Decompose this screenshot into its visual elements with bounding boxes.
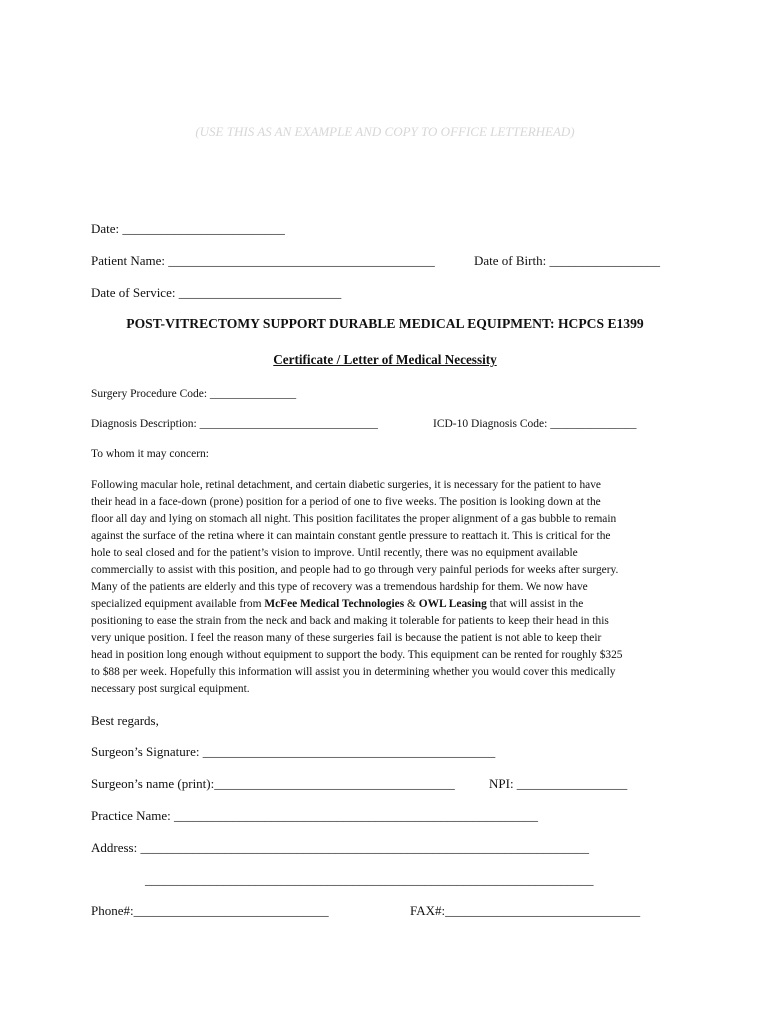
body-line: necessary post surgical equipment.: [91, 683, 250, 695]
body-line: hole to seal closed and for the patient’s vision to improve. Until recently, there was no equipment available: [91, 547, 578, 559]
address-line-2-field: _____________________________________________________________________: [145, 872, 594, 887]
company-name-owl: OWL Leasing: [418, 598, 487, 610]
body-line: head in position long enough without equipment to support the body. This equipment can be rented for roughly $325: [91, 649, 623, 661]
date-field: Date: _________________________: [91, 221, 285, 236]
icd10-code-field: ICD-10 Diagnosis Code: _______________: [433, 418, 637, 430]
body-line: Many of the patients are elderly and this type of recovery was a tremendous hardship for them. We now have: [91, 581, 588, 593]
body-text: specialized equipment available from: [91, 598, 265, 610]
surgeon-signature-field: Surgeon’s Signature: _____________________________________________: [91, 744, 496, 759]
document-title: POST-VITRECTOMY SUPPORT DURABLE MEDICAL EQUIPMENT: HCPCS E1399: [126, 316, 644, 331]
letterhead-note: (USE THIS AS AN EXAMPLE AND COPY TO OFFICE LETTERHEAD): [195, 124, 575, 139]
date-of-service-field: Date of Service: _________________________: [91, 285, 342, 300]
date-of-birth-field: Date of Birth: _________________: [474, 253, 660, 268]
surgery-procedure-code-field: Surgery Procedure Code: _______________: [91, 388, 297, 400]
patient-name-field: Patient Name: _________________________________________: [91, 253, 435, 268]
letter-body: [91, 477, 681, 698]
closing: Best regards,: [91, 713, 159, 728]
document-subtitle: Certificate / Letter of Medical Necessity: [273, 352, 497, 367]
body-line: Following macular hole, retinal detachment, and certain diabetic surgeries, it is necessary for the patient to have: [91, 479, 601, 491]
practice-name-field: Practice Name: ________________________________________________________: [91, 808, 539, 823]
body-text: that will assist in the: [486, 598, 584, 610]
company-name-mcfee: McFee Medical Technologies: [264, 598, 405, 610]
body-line: to $88 per week. Hopefully this information will assist you in determining whether you would cover this medically: [91, 666, 616, 678]
body-line: their head in a face-down (prone) position for a period of one to five weeks. The position is looking down at the: [91, 496, 601, 508]
phone-field: Phone#:______________________________: [91, 903, 329, 918]
body-line: against the surface of the retina where it can maintain constant gentle pressure to reattach it. This is critical for the: [91, 530, 611, 542]
npi-field: NPI: _________________: [489, 776, 628, 791]
surgeon-name-field: Surgeon’s name (print):_____________________________________: [91, 776, 455, 791]
fax-field: FAX#:______________________________: [410, 903, 641, 918]
body-line: positioning to ease the strain from the neck and back and making it tolerable for patients to keep their head in this: [91, 615, 609, 627]
body-line: floor all day and lying on stomach all night. This position facilitates the proper alignment of a gas bubble to remain: [91, 513, 617, 525]
body-line: commercially to assist with this position, and people had to go through very painful periods for weeks after surgery.: [91, 564, 619, 576]
body-line: very unique position. I feel the reason many of these surgeries fail is because the patient is not able to keep their: [91, 632, 602, 644]
ampersand: &: [404, 598, 419, 610]
salutation: To whom it may concern:: [91, 448, 209, 460]
diagnosis-description-field: Diagnosis Description: _______________________________: [91, 418, 378, 430]
body-line: [91, 596, 681, 613]
address-field: Address: _____________________________________________________________________: [91, 840, 589, 855]
